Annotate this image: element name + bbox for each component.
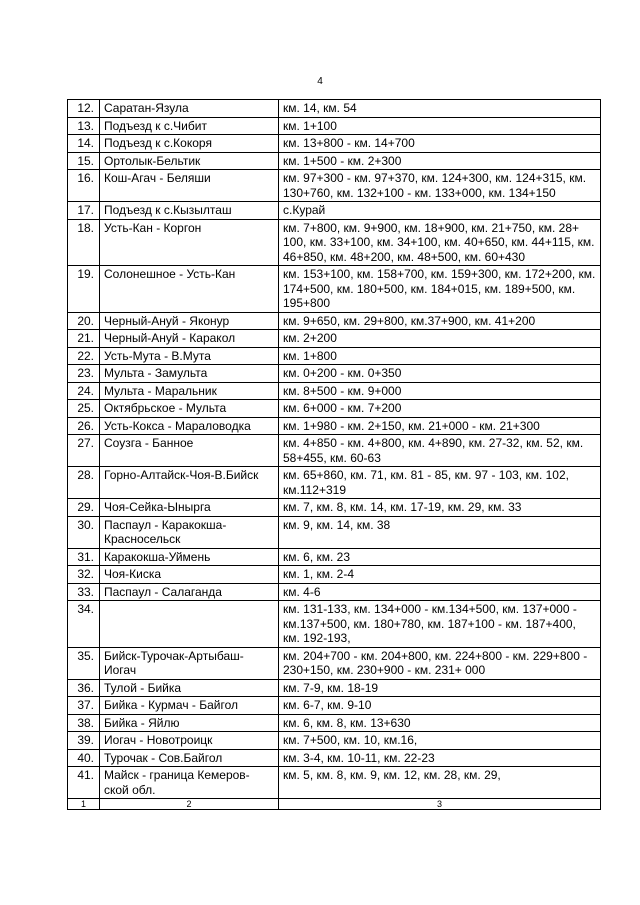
table-row [68, 365, 601, 383]
km-sections: км. 6-7, км. 9-10 [279, 697, 601, 715]
table-row [68, 566, 601, 584]
row-number: 36. [68, 679, 100, 697]
km-sections: км. 9, км. 14, км. 38 [279, 516, 601, 548]
column-number-1: 1 [68, 799, 100, 810]
table-row [68, 347, 601, 365]
table-row [68, 202, 601, 220]
road-name: Бийка - Курмач - Байгол [100, 697, 279, 715]
table-row [68, 749, 601, 767]
road-name: Подъезд к с.Чибит [100, 117, 279, 135]
road-name: Майск - граница Кемеров-ской обл. [100, 767, 279, 799]
road-name: Солонешное - Усть-Кан [100, 266, 279, 313]
table-row [68, 548, 601, 566]
page-number: 4 [317, 76, 323, 87]
road-name: Черный-Ануй - Яконур [100, 312, 279, 330]
road-name: Бийск-Турочак-Артыбаш-Иогач [100, 647, 279, 679]
table-row [68, 767, 601, 799]
row-number: 15. [68, 152, 100, 170]
row-number: 22. [68, 347, 100, 365]
row-number: 23. [68, 365, 100, 383]
table-row [68, 219, 601, 266]
km-sections: км. 65+860, км. 71, км. 81 - 85, км. 97 - 103, км. 102, км.112+319 [279, 467, 601, 499]
road-name: Паспаул - Каракокша-Красносельск [100, 516, 279, 548]
road-name: Соузга - Банное [100, 435, 279, 467]
table-row [68, 647, 601, 679]
km-sections: км. 7-9, км. 18-19 [279, 679, 601, 697]
road-name: Ортолык-Бельтик [100, 152, 279, 170]
km-sections: км. 4-6 [279, 583, 601, 601]
row-number: 26. [68, 417, 100, 435]
km-sections: км. 13+800 - км. 14+700 [279, 135, 601, 153]
table-row [68, 697, 601, 715]
road-name: Октябрьское - Мульта [100, 400, 279, 418]
table-row [68, 679, 601, 697]
table-row [68, 330, 601, 348]
table-row [68, 400, 601, 418]
row-number: 25. [68, 400, 100, 418]
km-sections: км. 7+500, км. 10, км.16, [279, 732, 601, 750]
row-number: 17. [68, 202, 100, 220]
road-name [100, 601, 279, 648]
km-sections: км. 7+800, км. 9+900, км. 18+900, км. 21+750, км. 28+ 100, км. 33+100, км. 34+100, км. 40+650, км. 44+115, км. 46+850, км. 48+200, км. 48+500, км. 60+430 [279, 219, 601, 266]
column-number-2: 2 [100, 799, 279, 810]
road-name: Усть-Мута - В.Мута [100, 347, 279, 365]
row-number: 37. [68, 697, 100, 715]
road-name: Мульта - Маральник [100, 382, 279, 400]
km-sections: км. 2+200 [279, 330, 601, 348]
row-number: 34. [68, 601, 100, 648]
column-number-3: 3 [279, 799, 601, 810]
row-number: 28. [68, 467, 100, 499]
row-number: 24. [68, 382, 100, 400]
row-number: 31. [68, 548, 100, 566]
table-row [68, 583, 601, 601]
km-sections: км. 9+650, км. 29+800, км.37+900, км. 41+200 [279, 312, 601, 330]
road-name: Подъезд к с.Кызылташ [100, 202, 279, 220]
km-sections: км. 14, км. 54 [279, 100, 601, 118]
row-number: 20. [68, 312, 100, 330]
table-row [68, 312, 601, 330]
table-body [68, 100, 601, 799]
km-sections: км. 4+850 - км. 4+800, км. 4+890, км. 27-32, км. 52, км. 58+455, км. 60-63 [279, 435, 601, 467]
table-row [68, 435, 601, 467]
km-sections: км. 1+980 - км. 2+150, км. 21+000 - км. 21+300 [279, 417, 601, 435]
row-number: 35. [68, 647, 100, 679]
row-number: 16. [68, 170, 100, 202]
km-sections: км. 6+000 - км. 7+200 [279, 400, 601, 418]
km-sections: км. 1+500 - км. 2+300 [279, 152, 601, 170]
km-sections: км. 0+200 - км. 0+350 [279, 365, 601, 383]
table-row [68, 732, 601, 750]
km-sections: с.Курай [279, 202, 601, 220]
table-row [68, 467, 601, 499]
km-sections: км. 5, км. 8, км. 9, км. 12, км. 28, км. 29, [279, 767, 601, 799]
km-sections: км. 1+100 [279, 117, 601, 135]
km-sections: км. 1, км. 2-4 [279, 566, 601, 584]
road-name: Подъезд к с.Кокоря [100, 135, 279, 153]
road-name: Иогач - Новотроицк [100, 732, 279, 750]
table-row [68, 100, 601, 118]
table-row [68, 117, 601, 135]
row-number: 39. [68, 732, 100, 750]
table-row [68, 601, 601, 648]
row-number: 32. [68, 566, 100, 584]
table-row [68, 135, 601, 153]
road-name: Чоя-Сейка-Ынырга [100, 499, 279, 517]
row-number: 12. [68, 100, 100, 118]
row-number: 21. [68, 330, 100, 348]
road-name: Мульта - Замульта [100, 365, 279, 383]
km-sections: км. 7, км. 8, км. 14, км. 17-19, км. 29, км. 33 [279, 499, 601, 517]
table-row [68, 170, 601, 202]
km-sections: км. 6, км. 23 [279, 548, 601, 566]
row-number: 18. [68, 219, 100, 266]
row-number: 29. [68, 499, 100, 517]
road-name: Саратан-Язула [100, 100, 279, 118]
road-name: Чоя-Киска [100, 566, 279, 584]
road-name: Усть-Кокса - Мараловодка [100, 417, 279, 435]
table-row [68, 266, 601, 313]
row-number: 38. [68, 714, 100, 732]
km-sections: км. 1+800 [279, 347, 601, 365]
km-sections: км. 204+700 - км. 204+800, км. 224+800 - км. 229+800 - 230+150, км. 230+900 - км. 231+ 000 [279, 647, 601, 679]
row-number: 40. [68, 749, 100, 767]
road-name: Черный-Ануй - Каракол [100, 330, 279, 348]
table-row [68, 152, 601, 170]
road-name: Усть-Кан - Коргон [100, 219, 279, 266]
km-sections: км. 8+500 - км. 9+000 [279, 382, 601, 400]
km-sections: км. 3-4, км. 10-11, км. 22-23 [279, 749, 601, 767]
km-sections: км. 153+100, км. 158+700, км. 159+300, км. 172+200, км. 174+500, км. 180+500, км. 184+015, км. 189+500, км. 195+800 [279, 266, 601, 313]
road-name: Горно-Алтайск-Чоя-В.Бийск [100, 467, 279, 499]
road-name: Каракокша-Уймень [100, 548, 279, 566]
row-number: 30. [68, 516, 100, 548]
road-table [67, 99, 601, 810]
table-row [68, 382, 601, 400]
row-number: 33. [68, 583, 100, 601]
road-name: Тулой - Бийка [100, 679, 279, 697]
road-name: Паспаул - Салаганда [100, 583, 279, 601]
km-sections: км. 97+300 - км. 97+370, км. 124+300, км. 124+315, км. 130+760, км. 132+100 - км. 133+000, км. 134+150 [279, 170, 601, 202]
row-number: 41. [68, 767, 100, 799]
road-name: Бийка - Яйлю [100, 714, 279, 732]
table-row [68, 516, 601, 548]
column-number-row [68, 799, 601, 810]
table-row [68, 714, 601, 732]
table-row [68, 499, 601, 517]
row-number: 13. [68, 117, 100, 135]
table-row [68, 417, 601, 435]
road-name: Кош-Агач - Беляши [100, 170, 279, 202]
row-number: 14. [68, 135, 100, 153]
row-number: 27. [68, 435, 100, 467]
km-sections: км. 6, км. 8, км. 13+630 [279, 714, 601, 732]
road-name: Турочак - Сов.Байгол [100, 749, 279, 767]
row-number: 19. [68, 266, 100, 313]
km-sections: км. 131-133, км. 134+000 - км.134+500, км. 137+000 - км.137+500, км. 180+780, км. 187+100 - км. 187+400, км. 192-193, [279, 601, 601, 648]
